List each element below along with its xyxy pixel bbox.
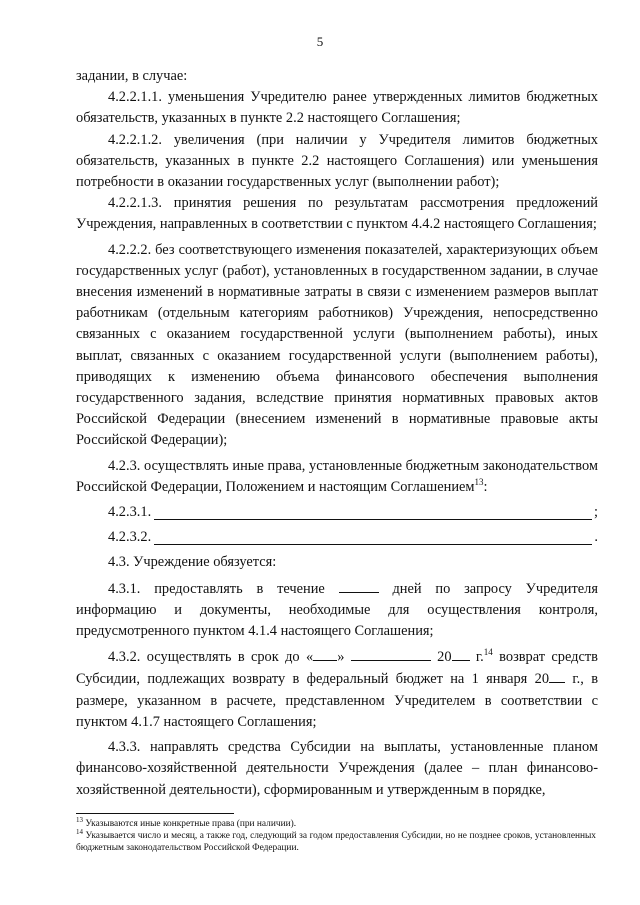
blank-line [154,503,592,520]
blank-days [339,578,379,593]
blank-year [452,646,470,661]
document-body [76,66,598,801]
footnote-13 [76,815,596,830]
clause-4-2-3-1 [76,502,598,523]
clause-4-3-2-year-suffix: г. [475,649,484,666]
clause-4-2-3-2-end: . [594,529,598,546]
blank-line [154,528,592,545]
clause-4-2-2-1-3: 4.2.2.1.3. принятия решения по результатам рассмотрения предложений Учреждения, направленных в соответствии с пунктом 4.4.2 настоящего Соглашения; [76,195,598,233]
clause-4-2-3-1-end: ; [594,504,598,521]
clause-4-3-2-part-e: возврат средств Субсидии, подлежащих возврату в федеральный бюджет на 1 января 20 [76,649,598,688]
footnote-divider [76,813,234,814]
clause-4-3: 4.3. Учреждение обязуется: [108,554,277,571]
clause-4-2-3-text: 4.2.3. осуществлять иные права, установленные бюджетным законодательством Российской Федерации, Положением и настоящим Соглашением [76,457,598,495]
paragraph-continuation: задании, в случае: [76,68,188,84]
clause-4-2-2-1-2: 4.2.2.1.2. увеличения (при наличии у Учредителя лимитов бюджетных обязательств, указанных в пункте 2.2 настоящего Соглашения) или уменьшения потребности в оказании государственных услуг (выполнении работ); [76,131,598,191]
blank-month [351,646,431,661]
clause-4-2-3-1-label: 4.2.3.1. [108,504,152,521]
clause-4-2-2-1-1: 4.2.2.1.1. уменьшения Учредителю ранее утвержденных лимитов бюджетных обязательств, указанных в пункте 2.2 настоящего Соглашения; [76,89,598,127]
clause-4-3-2 [76,646,598,733]
clause-4-2-3 [76,456,598,498]
blank-year-2 [549,668,565,683]
footnote-13-num: 13 [76,815,83,824]
clause-4-3-2-year-prefix: 20 [437,649,452,666]
clause-4-2-3-2 [76,527,598,548]
clause-4-3-2-part-f: г., в размере, указанном в расчете, представленном Учредителем в соответствии с пунктом 4.1.7 настоящего Соглашения; [76,671,598,730]
footnote-14-num: 14 [76,828,83,837]
footnote-ref-13: 13 [474,477,484,488]
footnote-14 [76,830,596,854]
clause-4-3-2-quote-close: » [337,649,345,666]
clause-4-2-2-2: 4.2.2.2. без соответствующего изменения показателей, характеризующих объем государственных услуг (работ), установленных в государственном задании, в случае внесения изменений в нормативные затраты в связи с изменением размеров выплат работникам (отдельным категориям работников) Учреждения, непосредственно связанных с оказанием государственной услуги (выполнением работы), иных выплат, связанных с оказанием государственной услуги (выполнением работы), приводящих к изменению объема финансового обеспечения выполнения государственного задания, вследствие принятия нормативных правовых актов Российской Федерации (внесением изменений в нормативные правовые акты Российской Федерации); [76,241,598,449]
footnote-14-text: Указывается число и месяц, а также год, следующий за годом предоставления Субсидии, но не позднее сроков, установленных бюджетным законодательством Российской Федерации. [76,831,596,854]
footnote-13-text: Указываются иные конкретные права (при наличии). [85,819,297,829]
clause-4-2-3-2-label: 4.2.3.2. [108,529,152,546]
page-number: 5 [316,34,324,49]
blank-day [313,646,337,661]
clause-4-3-3: 4.3.3. направлять средства Субсидии на выплаты, установленные планом финансово-хозяйственной деятельности Учреждения (далее – план финансово-хозяйственной деятельности), сформированным и утвержденным в порядке, [76,739,598,798]
footnotes [76,815,596,855]
clause-4-3-2-part-a: 4.3.2. осуществлять в срок до « [108,649,314,666]
clause-4-3-1-part-b: дней по запросу Учредителя информацию и документы, необходимые для осуществления контроля, предусмотренного пунктом 4.1.4 настоящего Соглашения; [76,580,598,640]
clause-4-2-3-colon: : [483,478,488,495]
clause-4-3-1-part-a: 4.3.1. предоставлять в течение [108,580,325,597]
clause-4-3-1 [76,578,598,643]
footnote-ref-14: 14 [483,647,493,658]
